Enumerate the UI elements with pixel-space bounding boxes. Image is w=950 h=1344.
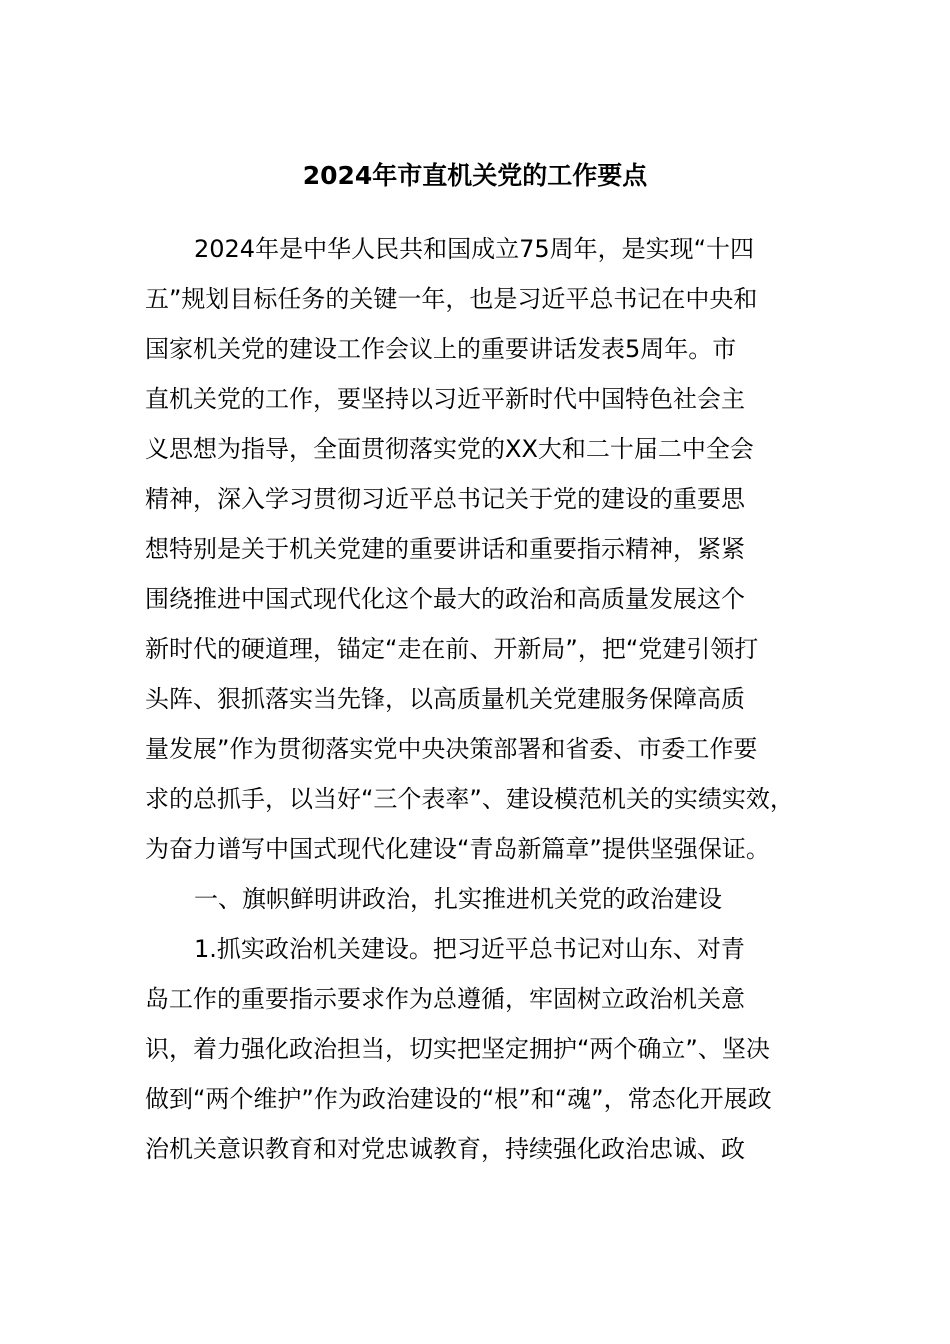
- paragraph-1-line-7: 想特别是关于机关党建的重要讲话和重要指示精神，紧紧: [145, 535, 745, 563]
- paragraph-1-line-12: 求的总抓手，以当好“三个表率”、建设模范机关的实绩实效，: [145, 785, 794, 813]
- paragraph-1-line-3: 国家机关党的建设工作会议上的重要讲话发表5周年。市: [145, 335, 737, 363]
- paragraph-1-line-6: 精神，深入学习贯彻习近平总书记关于党的建设的重要思: [145, 485, 745, 513]
- paragraph-1-line-4: 直机关党的工作，要坚持以习近平新时代中国特色社会主: [145, 385, 745, 413]
- paragraph-1-line-1: 2024年是中华人民共和国成立75周年，是实现“十四: [194, 235, 755, 263]
- paragraph-2-line-4: 做到“两个维护”作为政治建设的“根”和“魂”，常态化开展政: [145, 1085, 772, 1113]
- paragraph-1-line-2: 五”规划目标任务的关键一年，也是习近平总书记在中央和: [145, 285, 758, 313]
- paragraph-1-line-8: 围绕推进中国式现代化这个最大的政治和高质量发展这个: [145, 585, 745, 613]
- paragraph-2-line-2: 岛工作的重要指示要求作为总遵循，牢固树立政治机关意: [145, 985, 745, 1013]
- paragraph-1-line-5: 义思想为指导，全面贯彻落实党的XX大和二十届二中全会: [145, 435, 754, 463]
- paragraph-1-line-10: 头阵、狠抓落实当先锋，以高质量机关党建服务保障高质: [145, 685, 745, 713]
- paragraph-2-line-5: 治机关意识教育和对党忠诚教育，持续强化政治忠诚、政: [145, 1135, 745, 1163]
- paragraph-2-line-3: 识，着力强化政治担当，切实把坚定拥护“两个确立”、坚决: [145, 1035, 770, 1063]
- section-heading-1: 一、旗帜鲜明讲政治，扎实推进机关党的政治建设: [194, 885, 722, 913]
- paragraph-2-line-1: 1.抓实政治机关建设。把习近平总书记对山东、对青: [194, 935, 745, 963]
- paragraph-1-line-13: 为奋力谱写中国式现代化建设“青岛新篇章”提供坚强保证。: [145, 835, 770, 863]
- paragraph-1-line-9: 新时代的硬道理，锚定“走在前、开新局”，把“党建引领打: [145, 635, 759, 663]
- document-title: 2024年市直机关党的工作要点: [302, 161, 648, 190]
- paragraph-1-line-11: 量发展”作为贯彻落实党中央决策部署和省委、市委工作要: [145, 735, 758, 763]
